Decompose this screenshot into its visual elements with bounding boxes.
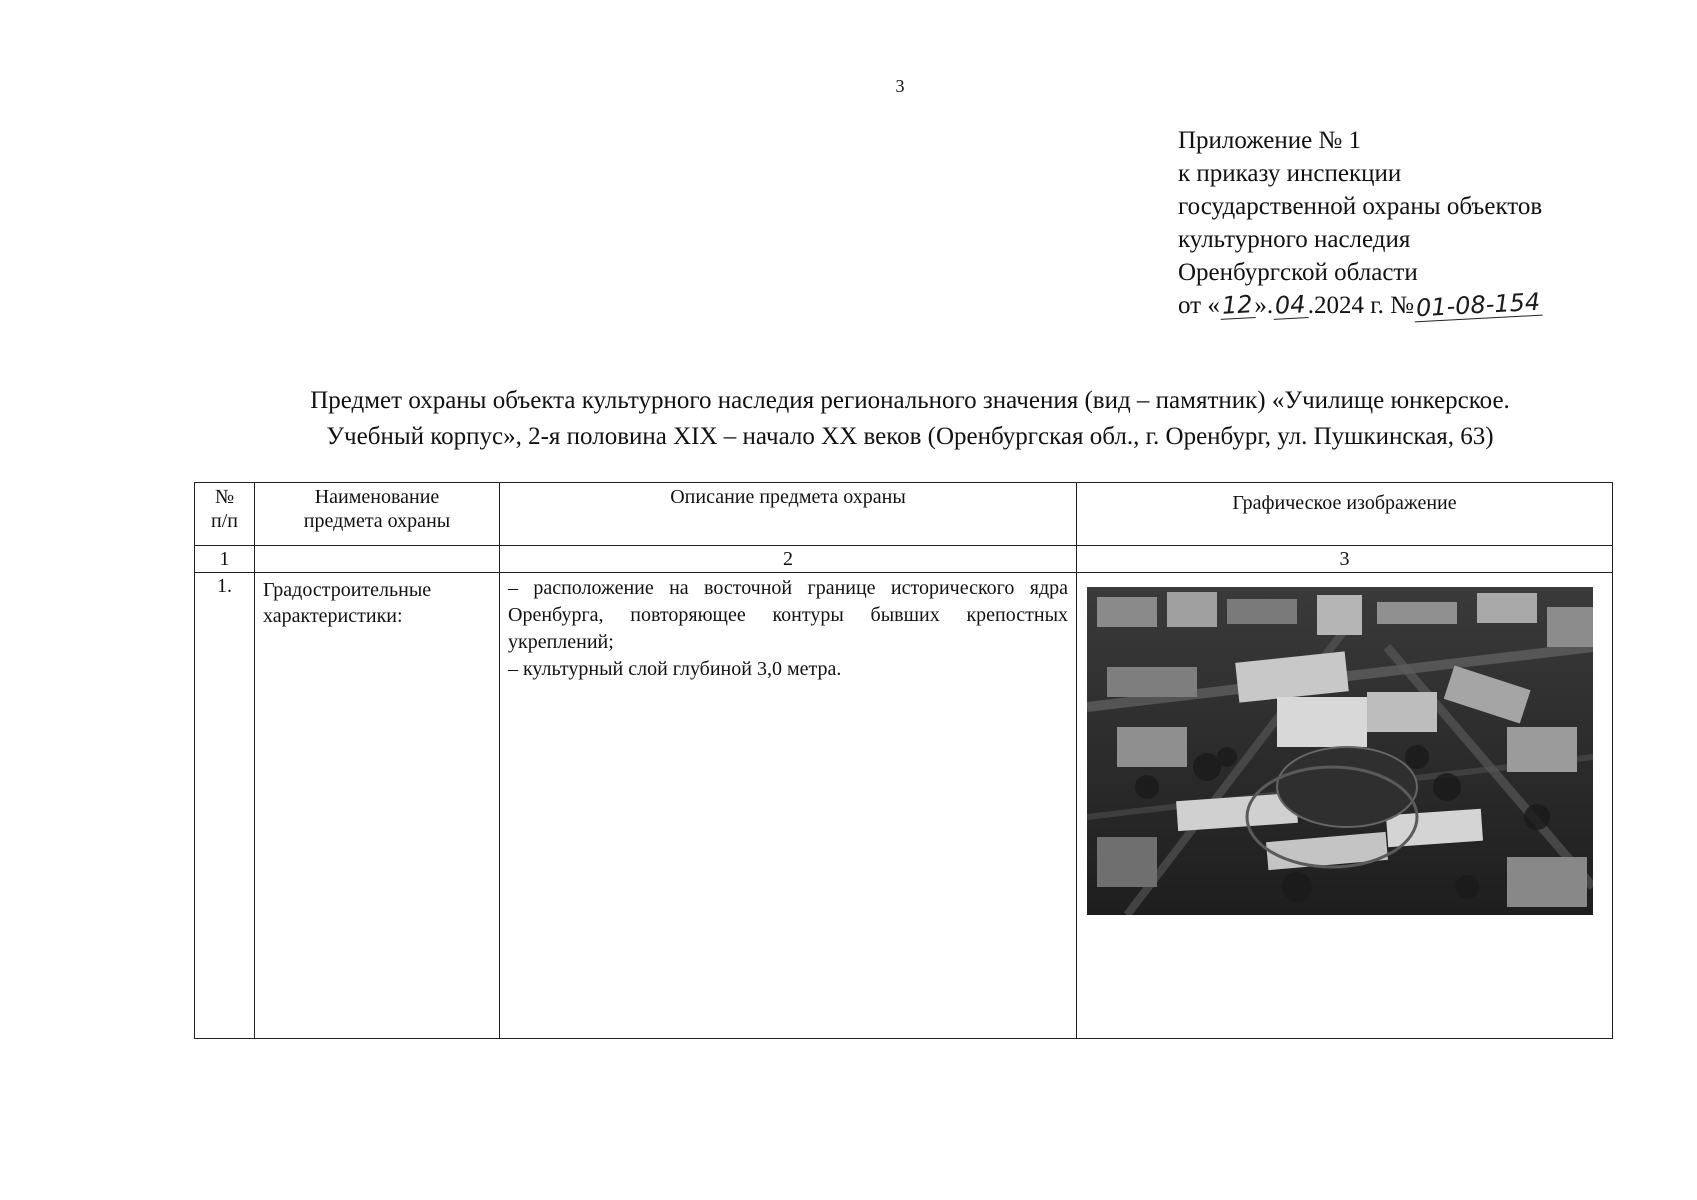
- row-graphic: [1077, 573, 1613, 1039]
- page-number: 3: [895, 76, 905, 96]
- appendix-line: Оренбургской области: [1178, 259, 1418, 286]
- table-header-row: [195, 483, 1613, 546]
- header-num-line: №: [214, 486, 235, 508]
- appendix-line: культурного наследия: [1178, 226, 1411, 253]
- aerial-photo-image: [1087, 587, 1593, 915]
- appendix-block: [1178, 124, 1638, 322]
- description-item: – расположение на восточной границе исторического ядра Оренбурга, повторяющее контуры бывших крепостных укреплений;: [508, 577, 1068, 653]
- column-number: [255, 546, 500, 573]
- handwritten-order-number: 01-08-154: [1415, 287, 1541, 323]
- row-number: 1.: [195, 573, 255, 1039]
- header-name-line: предмета охраны: [303, 510, 451, 532]
- column-number-row: [195, 546, 1613, 573]
- header-num: [195, 483, 255, 546]
- aerial-photo: [1087, 587, 1593, 915]
- document-title: [180, 383, 1640, 455]
- header-name-line: Наименование: [314, 486, 440, 508]
- row-name-line: характеристики:: [263, 605, 403, 627]
- date-mid: ».: [1254, 292, 1274, 319]
- handwritten-day: 12: [1221, 290, 1254, 320]
- protection-table: [194, 482, 1613, 1039]
- description-item: – культурный слой глубиной 3,0 метра.: [508, 658, 842, 680]
- handwritten-month: 04: [1274, 290, 1307, 320]
- column-number: 2: [500, 546, 1077, 573]
- header-description: Описание предмета охраны: [500, 483, 1077, 546]
- header-graphic: Графическое изображение: [1077, 483, 1613, 546]
- title-line: Учебный корпус», 2-я половина XIX – начало XX веков (Оренбургская обл., г. Оренбург, ул. Пушкинская, 63): [326, 423, 1494, 450]
- header-num-line: п/п: [211, 510, 238, 532]
- row-name: [255, 573, 500, 1039]
- appendix-line: к приказу инспекции: [1178, 160, 1402, 187]
- row-description: [500, 573, 1077, 1039]
- column-number: 3: [1077, 546, 1613, 573]
- appendix-date-line: [1178, 289, 1638, 322]
- title-line: Предмет охраны объекта культурного наследия регионального значения (вид – памятник) «Училище юнкерское.: [310, 387, 1510, 414]
- date-year: .2024 г. №: [1307, 292, 1414, 319]
- header-name: [255, 483, 500, 546]
- date-prefix: от «: [1178, 292, 1220, 319]
- appendix-line: Приложение № 1: [1178, 127, 1362, 154]
- table-row: [195, 573, 1613, 1039]
- appendix-line: государственной охраны объектов: [1178, 193, 1543, 220]
- column-number: 1: [195, 546, 255, 573]
- row-name-line: Градостроительные: [263, 579, 432, 601]
